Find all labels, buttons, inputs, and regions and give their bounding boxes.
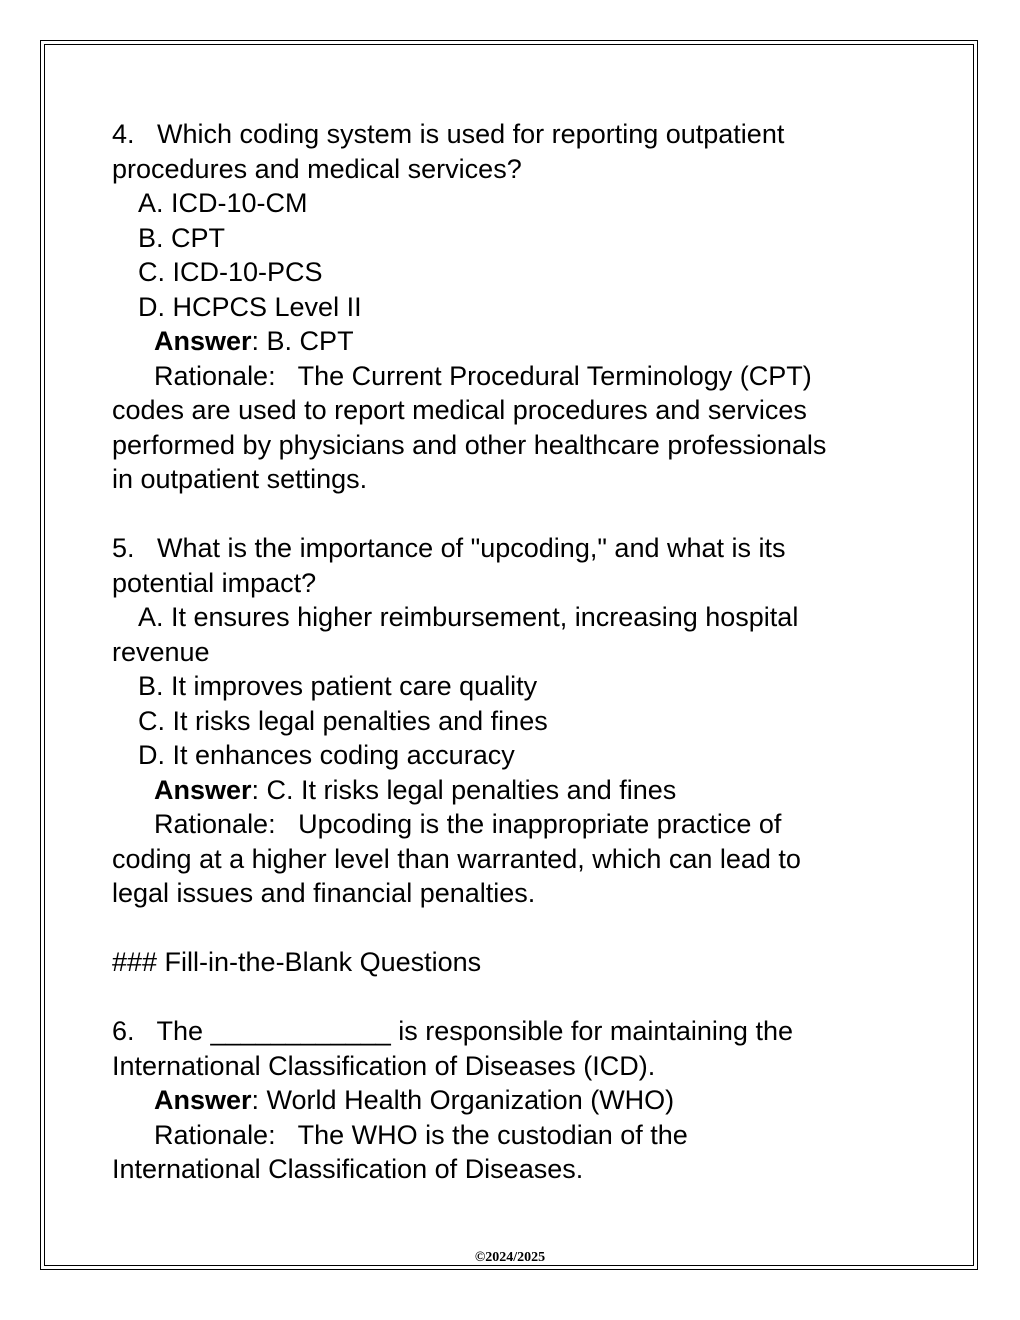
q6-line-2: International Classification of Diseases (ICD). — [112, 1050, 656, 1081]
q4-answer-text: : B. CPT — [251, 326, 354, 356]
q4-option-d: D. HCPCS Level II — [138, 291, 362, 322]
q4-rationale-1: Rationale: The Current Procedural Terminology (CPT) — [154, 360, 812, 391]
q5-option-a-continued: revenue — [112, 636, 210, 667]
q5-line-2: potential impact? — [112, 567, 317, 598]
q5-option-b: B. It improves patient care quality — [138, 671, 538, 701]
q4-line-1: 4. Which coding system is used for reporting outpatient — [112, 119, 785, 149]
q4-option-c: C. ICD-10-PCS — [138, 257, 323, 287]
spacer — [112, 497, 932, 532]
q5-option-a: A. It ensures higher reimbursement, increasing hospital — [138, 602, 799, 632]
q5-option-d: D. It enhances coding accuracy — [138, 740, 515, 770]
document-body — [112, 117, 932, 1187]
q5-option-c: C. It risks legal penalties and fines — [138, 705, 548, 736]
q5-rationale-2: coding at a higher level than warranted, which can lead to — [112, 843, 801, 874]
q6-line-1: 6. The ____________ is responsible for maintaining the — [112, 1016, 793, 1046]
q6-answer-text: : World Health Organization (WHO) — [251, 1085, 675, 1115]
q5-rationale-1: Rationale: Upcoding is the inappropriate practice of — [154, 809, 782, 839]
q6-rationale-1: Rationale: The WHO is the custodian of the — [154, 1119, 688, 1150]
q5-answer — [112, 773, 932, 808]
q4-option-a: A. ICD-10-CM — [138, 188, 308, 218]
q4-rationale-3: performed by physicians and other healthcare professionals — [112, 429, 827, 460]
q4-answer — [112, 324, 932, 359]
q5-line-1: 5. What is the importance of "upcoding," and what is its — [112, 533, 786, 563]
section-heading: ### Fill-in-the-Blank Questions — [112, 947, 482, 977]
q4-rationale-4: in outpatient settings. — [112, 464, 368, 494]
q4-answer-label: Answer — [154, 326, 252, 356]
spacer — [112, 980, 932, 1015]
q4-line-2: procedures and medical services? — [112, 153, 522, 184]
q6-answer — [112, 1083, 932, 1118]
q4-rationale-2: codes are used to report medical procedures and services — [112, 395, 807, 425]
q4-option-b: B. CPT — [138, 222, 226, 253]
copyright-footer: ©2024/2025 — [474, 1250, 546, 1265]
q5-answer-label: Answer — [154, 774, 252, 805]
q5-answer-text: : C. It risks legal penalties and fines — [251, 774, 677, 805]
q6-answer-label: Answer — [154, 1085, 252, 1115]
q6-rationale-2: International Classification of Diseases. — [112, 1154, 584, 1184]
spacer — [112, 911, 932, 946]
q5-rationale-3: legal issues and financial penalties. — [112, 878, 536, 908]
